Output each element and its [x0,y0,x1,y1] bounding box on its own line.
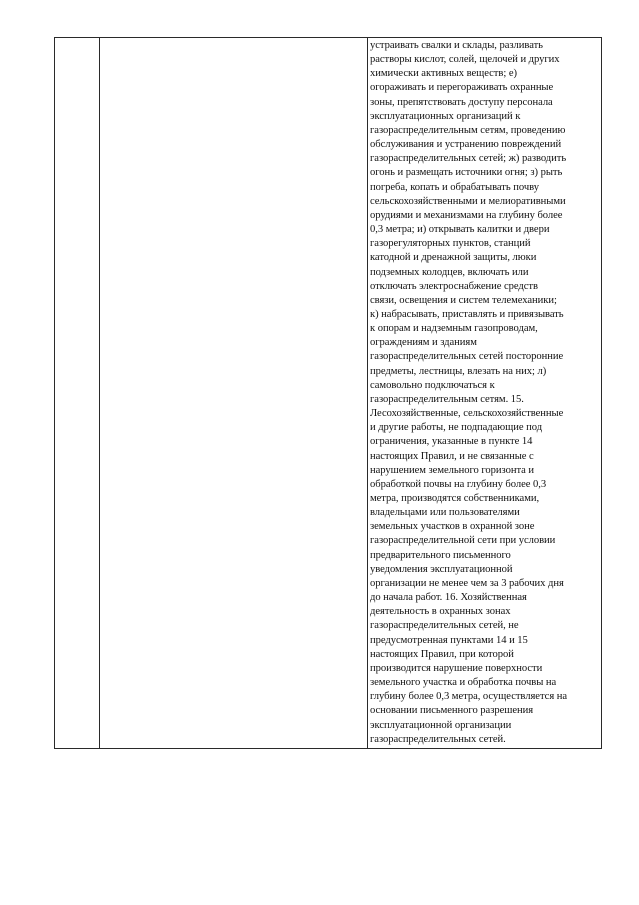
cell-content-text: устраивать свалки и склады, разливать растворы кислот, солей, щелочей и других химически активных веществ; е) огораживать и перегораживать охранные зоны, препятствовать доступу персонала эксплуатационных организаций к газораспределительным сетям, проведению обслуживания и устранению повреждений газораспределительных сетей; ж) разводить огонь и размещать источники огня; з) рыть погреба, копать и обрабатывать почву сельскохозяйственными и мелиоративными орудиями и механизмами на глубину более 0,3 метра; и) открывать калитки и двери газорегуляторных пунктов, станций катодной и дренажной защиты, люки подземных колодцев, включать или отключать электроснабжение средств связи, освещения и систем телемеханики; к) набрасывать, приставлять и привязывать к опорам и надземным газопроводам, ограждениям и зданиям газораспределительных сетей посторонние предметы, лестницы, влезать на них; л) самовольно подключаться к газораспределительным сетям. 15. Лесохозяйственные, сельскохозяйственные и другие работы, не подпадающие под ограничения, указанные в пункте 14 настоящих Правил, и не связанные с нарушением земельного горизонта и обработкой почвы на глубину более 0,3 метра, производятся собственниками, владельцами или пользователями земельных участков в охранной зоне газораспределительной сети при условии предварительного письменного уведомления эксплуатационной организации не менее чем за 3 рабочих дня до начала работ. 16. Хозяйственная деятельность в охранных зонах газораспределительных сетей, не предусмотренная пунктами 14 и 15 настоящих Правил, при которой производится нарушение поверхности земельного участка и обработка почвы на глубину более 0,3 метра, осуществляется на основании письменного разрешения эксплуатационной организации газораспределительных сетей. [370,40,568,745]
table-cell-content [368,38,602,749]
document-table [54,37,602,749]
cell-number-text [55,38,99,40]
table-cell-number [55,38,100,749]
cell-title-text [100,38,367,40]
table-row [55,38,602,749]
table-cell-title [100,38,368,749]
